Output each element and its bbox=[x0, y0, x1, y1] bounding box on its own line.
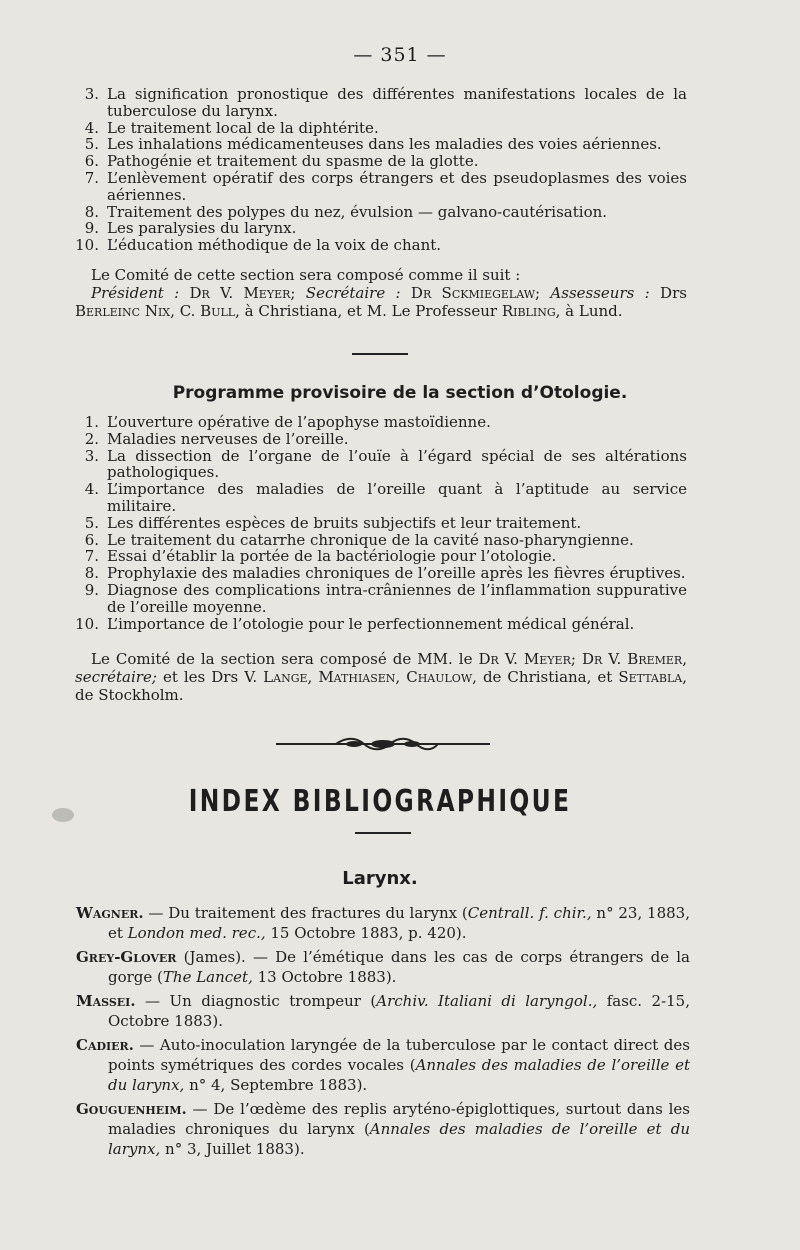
bib-source: London med. rec., bbox=[127, 924, 266, 942]
item-text: Prophylaxie des maladies chroniques de l’oreille après les fièvres éruptives. bbox=[107, 564, 686, 583]
list-item bbox=[75, 481, 687, 515]
item-number: 10. bbox=[75, 236, 99, 255]
member-name: Dr V. Meyer; bbox=[478, 650, 576, 668]
item-number: 9. bbox=[84, 219, 99, 238]
item-number: 4. bbox=[84, 480, 99, 499]
item-number: 8. bbox=[84, 202, 99, 221]
bib-entry bbox=[76, 903, 690, 943]
item-number: 2. bbox=[84, 429, 99, 448]
ornamental-rule-icon bbox=[276, 736, 490, 752]
item-number: 10. bbox=[75, 614, 99, 633]
bib-author: Cadier. bbox=[76, 1036, 134, 1054]
item-text: Diagnose des complications intra-crâniennes de l’inflammation suppurative de l’oreille moyenne. bbox=[107, 580, 687, 616]
item-number: 7. bbox=[84, 168, 99, 187]
list-item bbox=[75, 136, 687, 153]
assessor-name: C. Bull, bbox=[179, 302, 240, 320]
secretary-label: Secrétaire : bbox=[305, 284, 401, 302]
item-text: Traitement des polypes du nez, évulsion — galvano-cautérisation. bbox=[107, 202, 608, 221]
bib-text: — Du traitement des fractures du larynx ( bbox=[148, 904, 468, 922]
ink-blot bbox=[52, 808, 74, 822]
bib-entry bbox=[76, 947, 690, 987]
item-text: La dissection de l’organe de l’ouïe à l’égard spécial de ses altérations pathologiques. bbox=[107, 446, 687, 482]
president-name: Dr V. Meyer; bbox=[189, 284, 296, 302]
bib-text: — De l’œdème des replis aryténo-épiglottiques, surtout dans les maladies chroniques du larynx ( bbox=[108, 1100, 690, 1138]
member-name: Dr V. Bremer, bbox=[581, 650, 687, 668]
committee-text: et les Drs bbox=[162, 668, 239, 686]
bib-entry bbox=[76, 991, 690, 1031]
assessor-name: Ribling, bbox=[501, 302, 561, 320]
title-underline bbox=[355, 832, 411, 834]
item-number: 7. bbox=[84, 547, 99, 566]
list-item bbox=[75, 515, 687, 532]
item-text: Les différentes espèces de bruits subjectifs et leur traitement. bbox=[107, 513, 582, 532]
list-item bbox=[75, 532, 687, 549]
secretary-name: Dr Sckmiegelaw; bbox=[410, 284, 541, 302]
bib-author: Gouguenheim. bbox=[76, 1100, 187, 1118]
item-text: Les inhalations médicamenteuses dans les maladies des voies aériennes. bbox=[107, 135, 662, 154]
index-title: INDEX BIBLIOGRAPHIQUE bbox=[188, 784, 572, 819]
president-label: Président : bbox=[91, 284, 180, 302]
item-text: Essai d’établir la portée de la bactériologie pour l’otologie. bbox=[107, 547, 557, 566]
committee-intro: Le Comité de la section sera composé de MM. le bbox=[91, 650, 473, 668]
bib-entry bbox=[76, 1035, 690, 1095]
item-number: 3. bbox=[84, 446, 99, 465]
item-number: 5. bbox=[84, 135, 99, 154]
place-text: à Christiana, et M. Le Professeur bbox=[244, 302, 498, 320]
list-item bbox=[75, 431, 687, 448]
bib-author: Wagner. bbox=[76, 904, 144, 922]
item-number: 8. bbox=[84, 564, 99, 583]
list-item bbox=[75, 120, 687, 137]
list-item bbox=[75, 616, 687, 633]
item-text: L’importance des maladies de l’oreille quant à l’aptitude au service militaire. bbox=[107, 480, 687, 515]
assessors-label: Assesseurs : bbox=[550, 284, 650, 302]
list-item bbox=[75, 170, 687, 204]
item-text: L’importance de l’otologie pour le perfectionnement médical général. bbox=[107, 614, 635, 633]
list-item bbox=[75, 237, 687, 254]
item-text: L’éducation méthodique de la voix de chant. bbox=[107, 236, 442, 255]
item-number: 3. bbox=[84, 85, 99, 103]
bib-text: — Auto-inoculation laryngée de la tuberculose par le contact direct des points symétriques des cordes vocales ( bbox=[108, 1036, 690, 1074]
bib-text: n° 23, 1883, et bbox=[108, 904, 690, 942]
assessors-prefix: Drs bbox=[660, 284, 687, 302]
list-item bbox=[75, 220, 687, 237]
laryngology-list bbox=[75, 86, 687, 254]
list-item bbox=[75, 414, 687, 431]
list-item bbox=[75, 86, 687, 120]
committee-intro: Le Comité de cette section sera composé comme il suit : bbox=[91, 266, 521, 284]
place-text: de Christiana, et bbox=[482, 668, 613, 686]
item-number: 6. bbox=[84, 530, 99, 549]
bib-text: n° 3, Juillet 1883). bbox=[160, 1140, 305, 1158]
laryngology-committee bbox=[75, 266, 687, 320]
otology-section-title: Programme provisoire de la section d’Otologie. bbox=[172, 383, 628, 403]
bib-source: Annales des maladies de l’oreille et du larynx, bbox=[108, 1120, 690, 1158]
item-text: La signification pronostique des différentes manifestations locales de la tuberculose du larynx. bbox=[107, 85, 687, 120]
page-number: — 351 — bbox=[353, 44, 447, 66]
item-text: Le traitement du catarrhe chronique de la cavité naso-pharyngienne. bbox=[107, 530, 634, 549]
bib-source: Centrall. f. chir., bbox=[467, 904, 592, 922]
bib-text: fasc. 2-15, Octobre 1883). bbox=[108, 992, 690, 1030]
place-text: à Lund. bbox=[565, 302, 623, 320]
bib-text: — Un diagnostic trompeur ( bbox=[145, 992, 377, 1010]
item-text: Maladies nerveuses de l’oreille. bbox=[107, 429, 349, 448]
bib-text: 13 Octobre 1883). bbox=[252, 968, 397, 986]
item-number: 5. bbox=[84, 513, 99, 532]
bib-author: Massei. bbox=[76, 992, 136, 1010]
assessor-name: Berleinc Nix, bbox=[75, 302, 175, 320]
item-text: Le traitement local de la diphtérite. bbox=[107, 118, 379, 137]
list-item bbox=[75, 565, 687, 582]
item-text: Pathogénie et traitement du spasme de la glotte. bbox=[107, 152, 479, 171]
item-text: L’ouverture opérative de l’apophyse mastoïdienne. bbox=[107, 413, 491, 431]
list-item bbox=[75, 548, 687, 565]
member-names: V. Lange, Mathiasen, Chaulow, bbox=[244, 668, 477, 686]
place-text: de Stockholm. bbox=[75, 686, 184, 704]
otology-committee bbox=[75, 650, 687, 704]
item-number: 4. bbox=[84, 118, 99, 137]
committee-members bbox=[75, 284, 687, 320]
bibliography-list bbox=[76, 903, 690, 1159]
item-text: Les paralysies du larynx. bbox=[107, 219, 297, 238]
item-number: 6. bbox=[84, 152, 99, 171]
bib-author: Grey-Glover bbox=[76, 948, 177, 966]
item-text: L’enlèvement opératif des corps étrangers et des pseudoplasmes des voies aériennes. bbox=[107, 168, 687, 204]
bib-source: Annales des maladies de l’oreille et du larynx, bbox=[108, 1056, 690, 1094]
item-number: 1. bbox=[84, 413, 99, 431]
list-item bbox=[75, 153, 687, 170]
list-item bbox=[75, 448, 687, 482]
section-divider bbox=[352, 353, 408, 355]
list-item bbox=[75, 582, 687, 616]
larynx-heading: Larynx. bbox=[342, 868, 418, 889]
bib-source: The Lancet, bbox=[162, 968, 253, 986]
bib-text: n° 4, Septembre 1883). bbox=[184, 1076, 368, 1094]
list-item bbox=[75, 204, 687, 221]
bib-text: 15 Octobre 1883, p. 420). bbox=[265, 924, 467, 942]
secretary-label: secrétaire; bbox=[75, 668, 157, 686]
otology-list bbox=[75, 414, 687, 632]
member-name: Settabla, bbox=[618, 668, 687, 686]
bib-text: (James). — De l’émétique dans les cas de corps étrangers de la gorge ( bbox=[108, 948, 690, 986]
item-number: 9. bbox=[84, 580, 99, 599]
bib-entry bbox=[76, 1099, 690, 1159]
bib-source: Archiv. Italiani di laryngol., bbox=[376, 992, 598, 1010]
